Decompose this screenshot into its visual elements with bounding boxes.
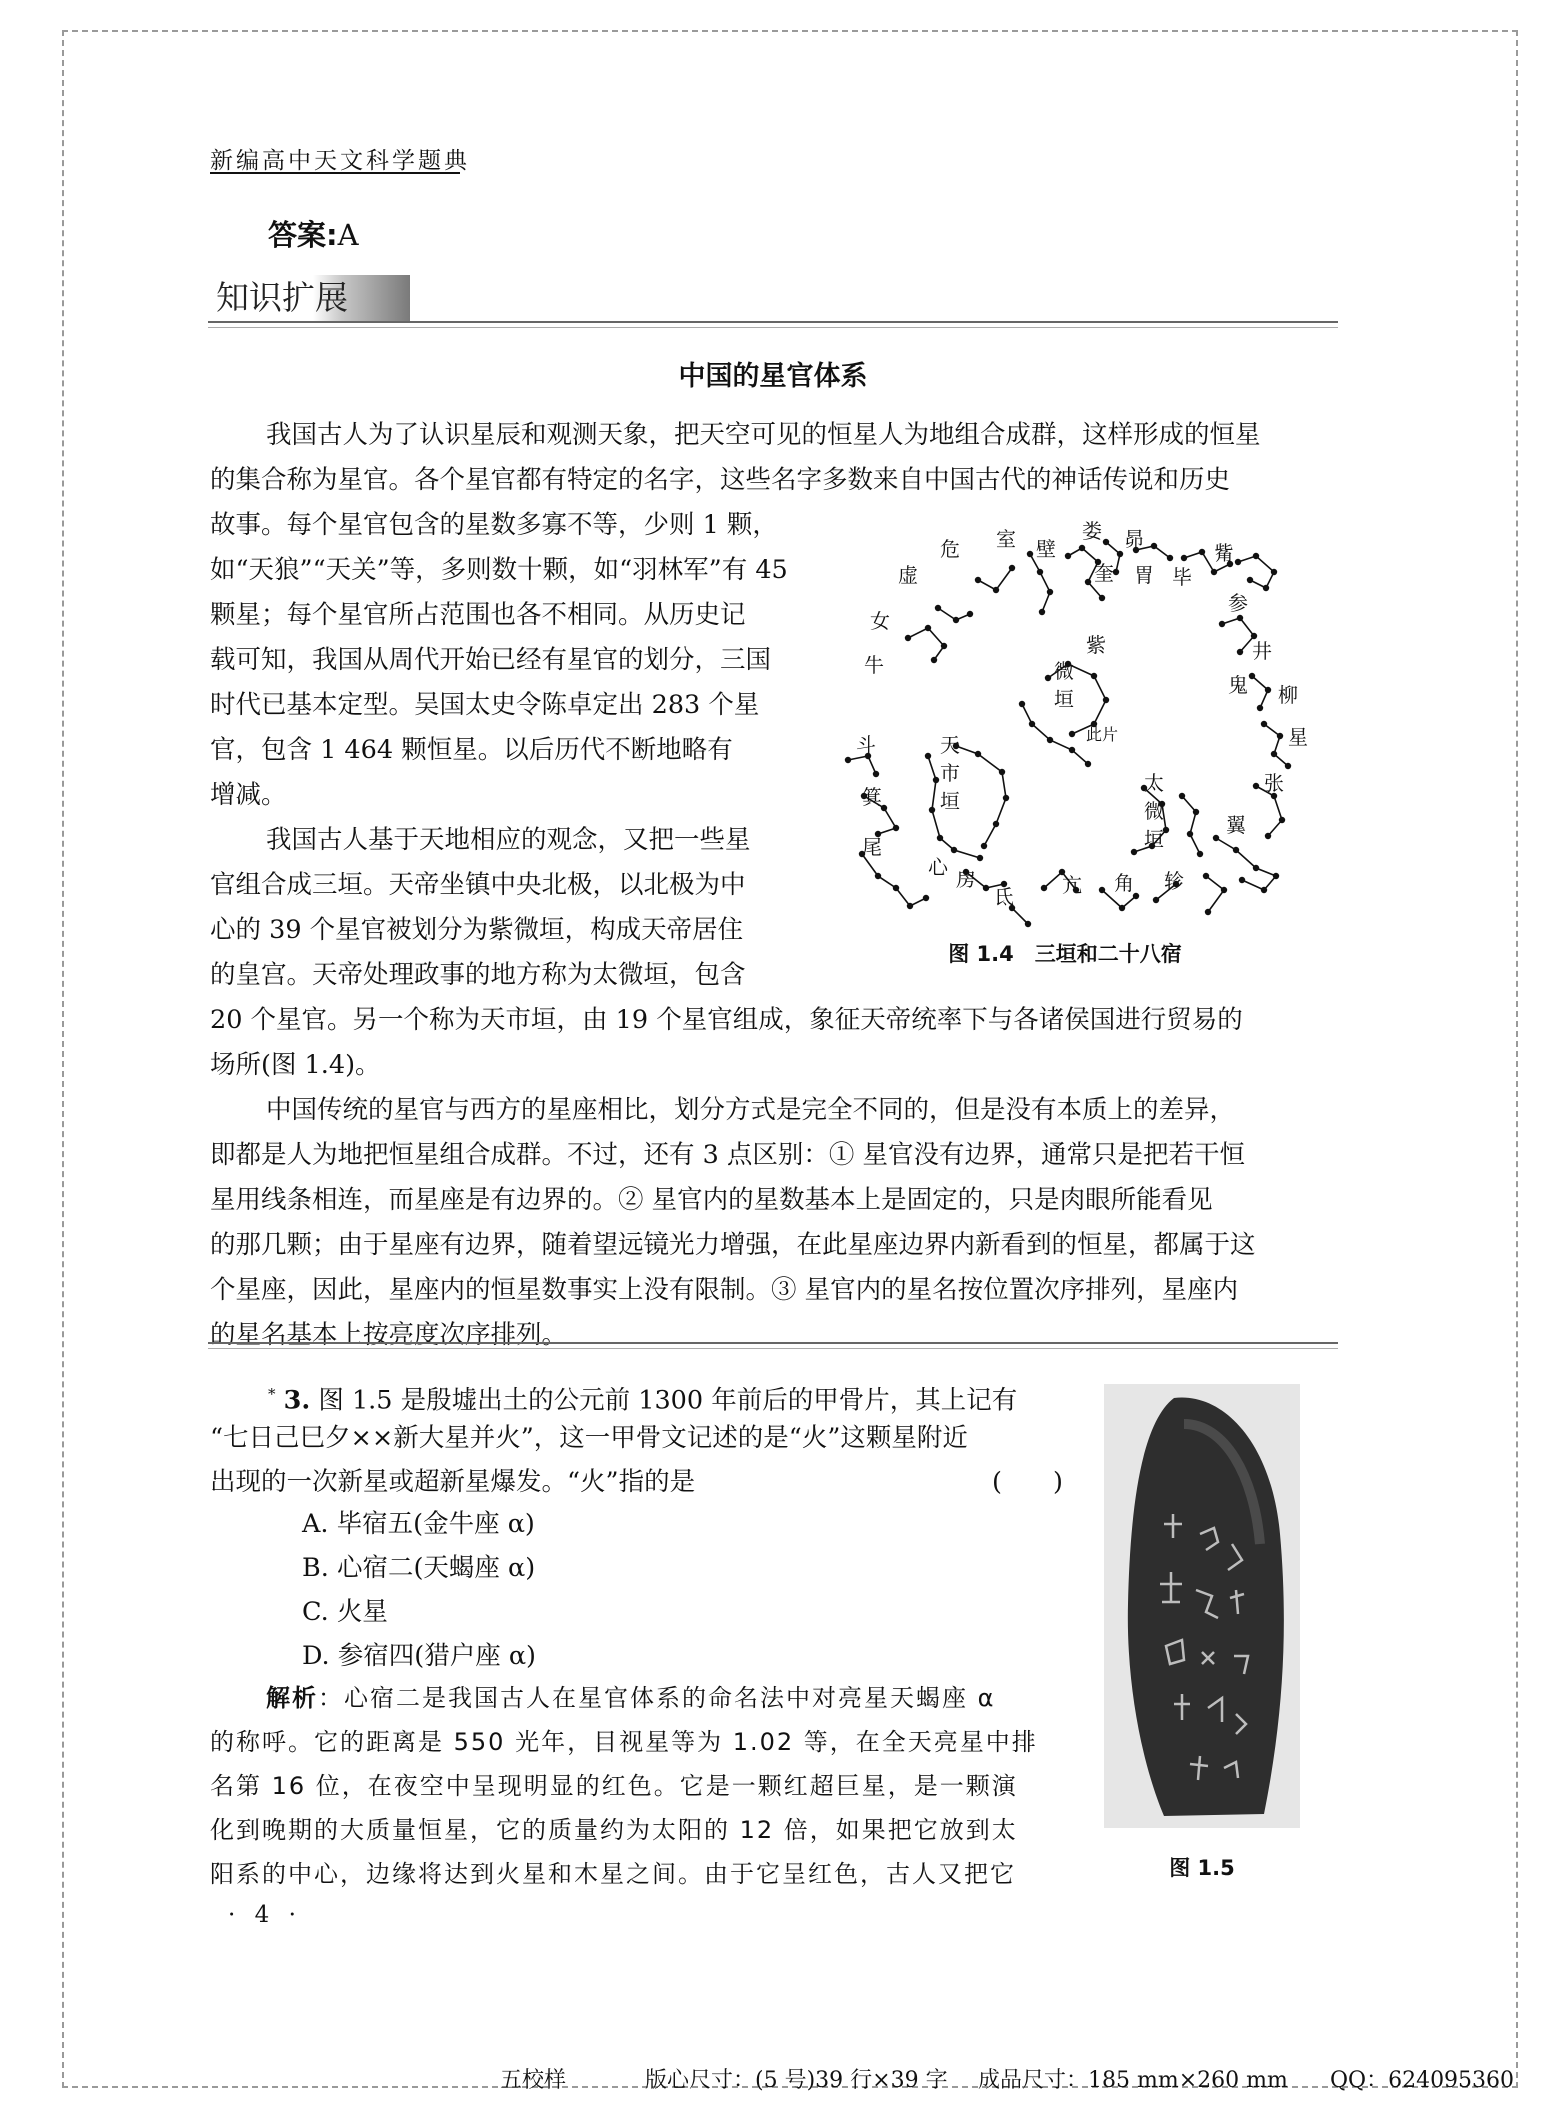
star-dot [1199,549,1205,555]
q3-line: 出现的一次新星或超新星爆发。“火”指的是 [210,1467,696,1497]
p3-line: 中国传统的星官与西方的星座相比，划分方式是完全不同的，但是没有本质上的差异， [266,1095,1236,1125]
star-dot [937,835,943,841]
star-dot [929,807,935,813]
star-dot [1099,887,1105,893]
option-letter: A. [302,1509,329,1539]
star-dot [1041,885,1047,891]
star-dot [1261,887,1267,893]
answer-colon: : [326,218,338,252]
p1-line: 我国古人为了认识星辰和观测天象，把天空可见的恒星人为地组合成群，这样形成的恒星 [266,420,1261,450]
analysis-first-line [210,1676,1085,1720]
star-label: 井 [1252,641,1272,663]
star-dots [845,539,1291,927]
star-label: 星 [1288,727,1308,749]
p2-line: 20 个星官。另一个称为天市垣，由 19 个星官组成，象征天帝统率下与各诸侯国进行贸易的 [210,1005,1243,1035]
paragraph-3 [210,1088,1340,1358]
p1-line: 如“天狼”“天关”等，多则数十颗，如“羽林军”有 45 [210,555,788,585]
star-dot [993,587,999,593]
star-label: 虚 [898,565,918,587]
footer-format: 版心尺寸：(5 号)39 行×39 字 [645,2068,948,2093]
option-text: 参宿四(猎户座 α) [337,1641,536,1671]
answer-label: 答案 [268,218,327,252]
star-dot [905,635,911,641]
star-dot [923,895,929,901]
analysis-line: 的称呼。它的距离是 550 光年，目视星等为 1.02 等，在全天亮星中排 [210,1728,1038,1756]
star-dot [977,855,983,861]
star-dot [1029,721,1035,727]
option-text: 火星 [336,1597,388,1627]
star-label: 昴 [1124,529,1144,551]
star-dot [1239,877,1245,883]
running-header: 新编高中天文科学题典 [210,148,470,174]
star-label: 此片 [1086,727,1119,744]
star-label: 心 [928,857,948,879]
star-dot [925,625,931,631]
option-d [302,1636,536,1672]
section-rule-bottom [208,1342,1338,1349]
p1-line: 载可知，我国从周代开始已经有星官的划分，三国 [210,645,772,675]
answer-line [268,213,359,254]
figure-1-5-caption: 图 1.5 [1169,1856,1235,1880]
star-label: 毕 [1172,567,1192,589]
star-dot [1233,847,1239,853]
star-dot [1271,569,1277,575]
star-label: 太 [1144,773,1164,795]
answer-blank: ( ) [992,1467,1063,1497]
p2-line: 官组合成三垣。天帝坐镇中央北极，以北极为中 [210,870,746,900]
option-b [302,1548,535,1584]
page-number: · 4 · [228,1902,302,1928]
star-label: 危 [940,539,960,561]
star-dot [1265,687,1271,693]
option-a [302,1504,535,1540]
star-dot [1069,731,1075,737]
star-dot [1045,675,1051,681]
star-label: 亢 [1062,875,1082,897]
star-dot [907,903,913,909]
star-dot [1047,737,1053,743]
star-dot [925,753,931,759]
star-dot [1237,649,1243,655]
star-dot [1025,921,1031,927]
star-dot [1181,555,1187,561]
star-label: 鬼 [1228,675,1248,697]
option-letter: C. [302,1597,329,1627]
star-dot [1131,849,1137,855]
star-dot [1079,545,1085,551]
star-dot [1235,559,1241,565]
star-label: 牛 [864,655,884,677]
star-label: 胃 [1134,565,1154,587]
star-label: 垣 [1054,689,1074,711]
p3-line: 个星座，因此，星座内的恒星数事实上没有限制。③ 星官内的星名按位置次序排列，星座内 [210,1275,1239,1305]
star-dot [1273,873,1279,879]
star-dot [933,777,939,783]
star-dot [975,577,981,583]
star-label: 奎 [1094,563,1114,585]
q3-line: 图 1.5 是殷墟出土的公元前 1300 年前后的甲骨片，其上记有 [318,1385,1018,1416]
star-dot [935,605,941,611]
star-label: 氐 [994,887,1014,909]
star-dot [1009,565,1015,571]
star-dot [1197,851,1203,857]
star-label: 室 [996,529,1016,551]
p3-line: 即都是人为地把恒星组合成群。不过，还有 3 点区别：① 星官没有边界，通常只是把若干恒 [210,1140,1246,1170]
option-text: 毕宿五(金牛座 α) [336,1509,535,1539]
star-label: 壁 [1036,539,1056,561]
question-3 [210,1372,1085,1504]
p3-line: 星用线条相连，而星座是有边界的。② 星官内的星数基本上是固定的，只是肉眼所能看见 [210,1185,1213,1215]
star-dot [1285,763,1291,769]
p2-line: 的皇宫。天帝处理政事的地方称为太微垣，包含 [210,960,746,990]
star-dot [1247,577,1253,583]
star-dot [1085,761,1091,767]
analysis [210,1676,1085,1896]
star-dot [1271,751,1277,757]
star-dot [1085,579,1091,585]
star-label: 紫 [1086,635,1106,657]
star-dot [1261,721,1267,727]
star-dot [1237,615,1243,621]
star-dot [931,657,937,663]
star-dot [1167,555,1173,561]
section-title: 中国的星官体系 [678,361,868,392]
star-label: 天 [940,735,960,757]
option-letter: B. [302,1553,329,1583]
p2-line: 心的 39 个星官被划分为紫微垣，构成天帝居住 [210,915,744,945]
star-label: 女 [870,611,890,633]
asterism-lines [848,542,1288,924]
star-dot [981,843,987,849]
star-dot [1037,569,1043,575]
star-dot [1253,865,1259,871]
star-dot [1249,673,1255,679]
star-dot [1193,809,1199,815]
q3-line: “七日己巳夕××新大星并火”，这一甲骨文记述的是“火”这颗星附近 [210,1423,968,1453]
p2-line: 我国古人基于天地相应的观念，又把一些星 [266,825,751,855]
asterism-labels [856,520,1308,909]
header-underline [210,172,460,174]
p3-line: 的星名基本上按亮度次序排列。 [210,1320,568,1350]
star-dot [1019,701,1025,707]
star-dot [893,885,899,891]
star-dot [1251,633,1257,639]
analysis-line: 化到晚期的大质量恒星，它的质量约为太阳的 12 倍，如果把它放到太 [210,1816,1018,1844]
analysis-label: 解析 [266,1684,318,1712]
star-dot [893,825,899,831]
figure-1-4-star-map [836,521,1308,928]
star-label: 微 [1144,801,1164,823]
star-dot [1253,783,1259,789]
star-label: 张 [1264,773,1284,795]
option-letter: D. [302,1641,330,1671]
analysis-line: 名第 16 位，在夜空中呈现明显的红色。它是一颗红超巨星，是一颗演 [210,1772,1018,1800]
star-label: 觜 [1214,543,1234,565]
star-dot [845,757,851,763]
star-map-svg [836,521,1308,928]
footer-proof: 五校样 [500,2068,567,2093]
star-label: 轸 [1164,871,1184,893]
star-dot [1257,705,1263,711]
section-rule-top [208,321,1338,328]
star-dot [1117,551,1123,557]
footer-qq: QQ：624095360 [1330,2068,1515,2093]
star-dot [1265,833,1271,839]
star-dot [1151,543,1157,549]
star-label: 翼 [1226,815,1246,837]
p1-line: 官，包含 1 464 颗恒星。以后历代不断地略有 [210,735,733,765]
analysis-line: ：心宿二是我国古人在星官体系的命名法中对亮星天蝎座 α [318,1684,996,1712]
star-dot [1065,553,1071,559]
p3-line: 的那几颗；由于星座有边界，随着望远镜光力增强，在此星座边界内新看到的恒星，都属于这 [210,1230,1256,1260]
q3-first-line [210,1372,1085,1416]
star-dot [951,847,957,853]
star-dot [999,769,1005,775]
knowledge-extension-banner: 知识扩展 [208,275,410,321]
star-dot [1103,697,1109,703]
star-dot [873,771,879,777]
star-label: 市 [940,763,960,785]
star-dot [1263,585,1269,591]
star-dot [1039,609,1045,615]
oracle-bone-image [1104,1384,1300,1828]
star-dot [1279,817,1285,823]
star-dot [953,617,959,623]
star-dot [975,751,981,757]
star-dot [1091,673,1097,679]
star-label: 斗 [856,735,876,757]
figure-1-4-caption: 图 1.4 三垣和二十八宿 [948,942,1182,966]
star-dot [1187,831,1193,837]
star-dot [1099,595,1105,601]
p1-line: 增减。 [210,780,287,810]
star-dot [993,821,999,827]
star-label: 垣 [940,791,960,813]
p1-line: 颗星；每个星官所占范围也各不相同。从历史记 [210,600,746,630]
star-label: 角 [1114,873,1134,895]
star-dot [1003,795,1009,801]
star-dot [1203,873,1209,879]
star-dot [1119,905,1125,911]
star-dot [1069,747,1075,753]
p1-line: 的集合称为星官。各个星官都有特定的名字，这些名字多数来自中国古代的神话传说和历史 [210,465,1231,495]
star-dot [1103,539,1109,545]
star-dot [1047,589,1053,595]
answer-value: A [337,218,359,252]
star-dot [941,643,947,649]
question-number: 3. [283,1385,311,1416]
option-c [302,1592,388,1628]
star-dot [1221,887,1227,893]
star-dot [1027,551,1033,557]
star-dot [967,611,973,617]
star-label: 尾 [862,837,882,859]
star-dot [875,873,881,879]
star-dot [1219,621,1225,627]
star-label: 房 [956,869,976,891]
optional-marker: * [268,1385,276,1403]
star-label: 参 [1228,593,1248,615]
star-dot [1153,897,1159,903]
star-label: 微 [1054,661,1074,683]
star-dot [1205,909,1211,915]
option-text: 心宿二(天蝎座 α) [336,1553,536,1583]
p1-line: 故事。每个星官包含的星数多寡不等，少则 1 颗， [210,510,778,540]
star-dot [1213,835,1219,841]
footer-size: 成品尺寸：185 mm×260 mm [978,2068,1288,2093]
p2-line: 场所(图 1.4)。 [210,1050,381,1080]
star-dot [1253,553,1259,559]
star-label: 柳 [1278,685,1298,707]
star-dot [1179,793,1185,799]
figure-1-5-oracle-bone [1104,1384,1300,1828]
analysis-line: 阳系的中心，边缘将达到火星和木星之间。由于它呈红色，古人又把它 [210,1860,1016,1888]
p1-line: 时代已基本定型。吴国太史令陈卓定出 283 个星 [210,690,760,720]
star-dot [983,885,989,891]
star-dot [1277,733,1283,739]
star-label: 箕 [862,787,882,809]
star-dot [1211,569,1217,575]
star-label: 垣 [1144,829,1164,851]
star-label: 娄 [1082,521,1102,543]
